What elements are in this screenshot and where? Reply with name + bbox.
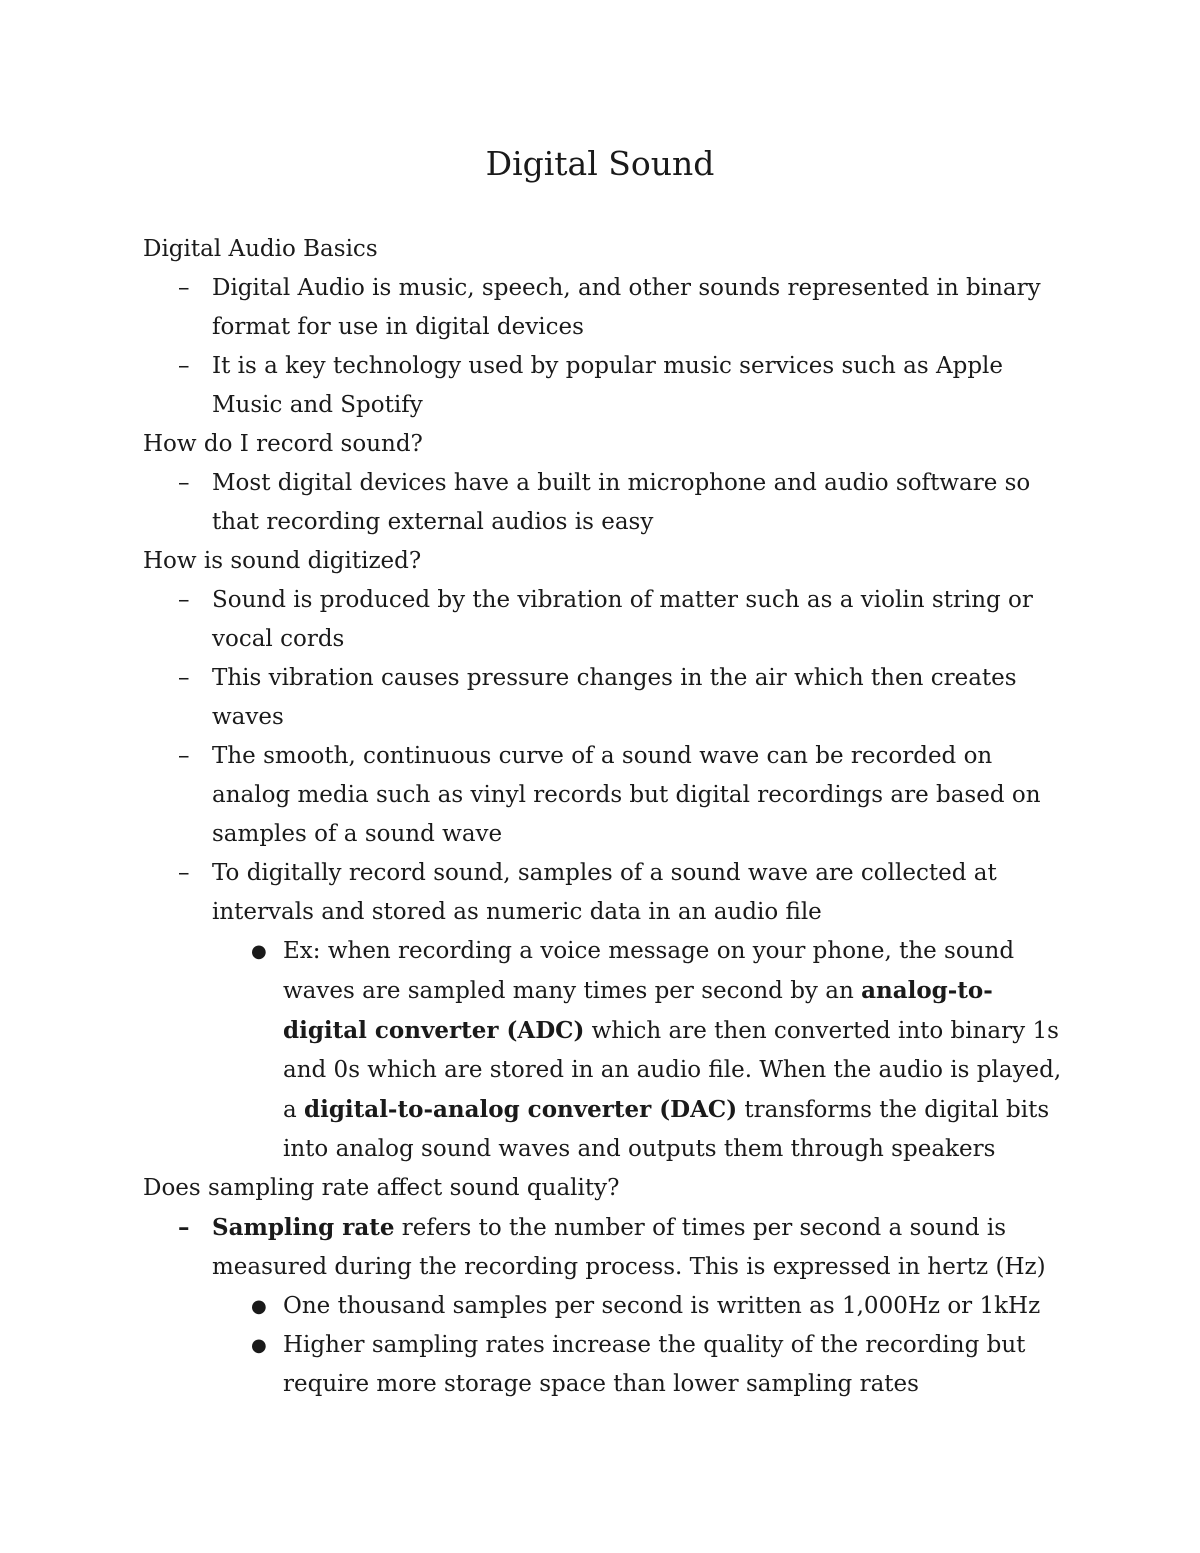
list-item-text: The smooth, continuous curve of a sound wave can be recorded on analog media such as vinyl records but digital recordings are based on samples of a sound wave: [212, 743, 1041, 847]
list-item-text: This vibration causes pressure changes in the air which then creates waves: [212, 665, 1017, 730]
dash-marker: –: [178, 353, 190, 379]
bullet-item-text: Higher sampling rates increase the quality of the recording but require more storage space than lower sampling rates: [283, 1332, 1026, 1397]
example-item: [143, 932, 1073, 1169]
list-item-text: It is a key technology used by popular music services such as Apple Music and Spotify: [212, 353, 1004, 418]
dash-list: [143, 464, 1073, 542]
page-title: Digital Sound: [485, 144, 715, 183]
example-text-part3: transforms the digital bits into analog sound waves and outputs them through speakers: [283, 1097, 1050, 1162]
example-text-part2: which are then converted into binary 1s and 0s which are stored in an audio file. When the audio is played, a: [283, 1018, 1062, 1123]
dash-marker: –: [178, 587, 190, 613]
list-item-text: [212, 1215, 1046, 1280]
bullet-marker: ●: [251, 1335, 267, 1356]
section-heading: How do I record sound?: [143, 431, 423, 457]
example-text-part1: Ex: when recording a voice message on your phone, the sound waves are sampled many times per second by an: [283, 938, 1015, 1004]
dac-term: digital-to-analog converter (DAC): [304, 1096, 738, 1123]
list-item-text: Most digital devices have a built in microphone and audio software so that recording external audios is easy: [212, 470, 1031, 535]
adc-term: analog-to-digital converter (ADC): [283, 977, 993, 1044]
list-item: [143, 659, 1073, 737]
dash-list: [143, 269, 1073, 425]
bullet-item: [143, 1326, 1073, 1404]
sampling-rate-description: refers to the number of times per second a sound is measured during the recording process. This is expressed in hertz (Hz): [212, 1215, 1046, 1280]
dash-marker: –: [178, 743, 190, 769]
bullet-marker: ●: [251, 1296, 267, 1317]
sampling-rate-term: Sampling rate: [212, 1214, 395, 1241]
dash-marker: –: [178, 665, 190, 691]
dash-marker-bold: –: [178, 1214, 190, 1241]
list-item: [143, 347, 1073, 425]
list-item: [143, 854, 1073, 1169]
bullet-item-text: One thousand samples per second is written as 1,000Hz or 1kHz: [283, 1293, 1041, 1319]
bullet-list: [143, 932, 1073, 1169]
dash-marker: –: [178, 275, 190, 301]
list-item-text: To digitally record sound, samples of a sound wave are collected at intervals and stored as numeric data in an audio file: [212, 860, 997, 925]
bullet-item: [143, 1287, 1073, 1326]
list-item: [143, 737, 1073, 854]
document-body: [143, 230, 1073, 1404]
dash-list: [143, 1208, 1073, 1404]
list-item-text: Digital Audio is music, speech, and other sounds represented in binary format for use in digital devices: [212, 275, 1041, 340]
dash-list: [143, 581, 1073, 1169]
dash-marker: –: [178, 860, 190, 886]
list-item: [143, 1208, 1073, 1404]
list-item: [143, 464, 1073, 542]
section-heading: Digital Audio Basics: [143, 236, 378, 262]
example-text: [283, 938, 1061, 1162]
list-item: [143, 269, 1073, 347]
bullet-marker: ●: [251, 941, 267, 962]
bullet-list: [143, 1287, 1073, 1404]
dash-marker: –: [178, 470, 190, 496]
list-item: [143, 581, 1073, 659]
dash-marker: [178, 1208, 190, 1248]
list-item-text: Sound is produced by the vibration of matter such as a violin string or vocal cords: [212, 587, 1033, 652]
section-heading: Does sampling rate affect sound quality?: [143, 1175, 620, 1201]
section-heading: How is sound digitized?: [143, 548, 422, 574]
